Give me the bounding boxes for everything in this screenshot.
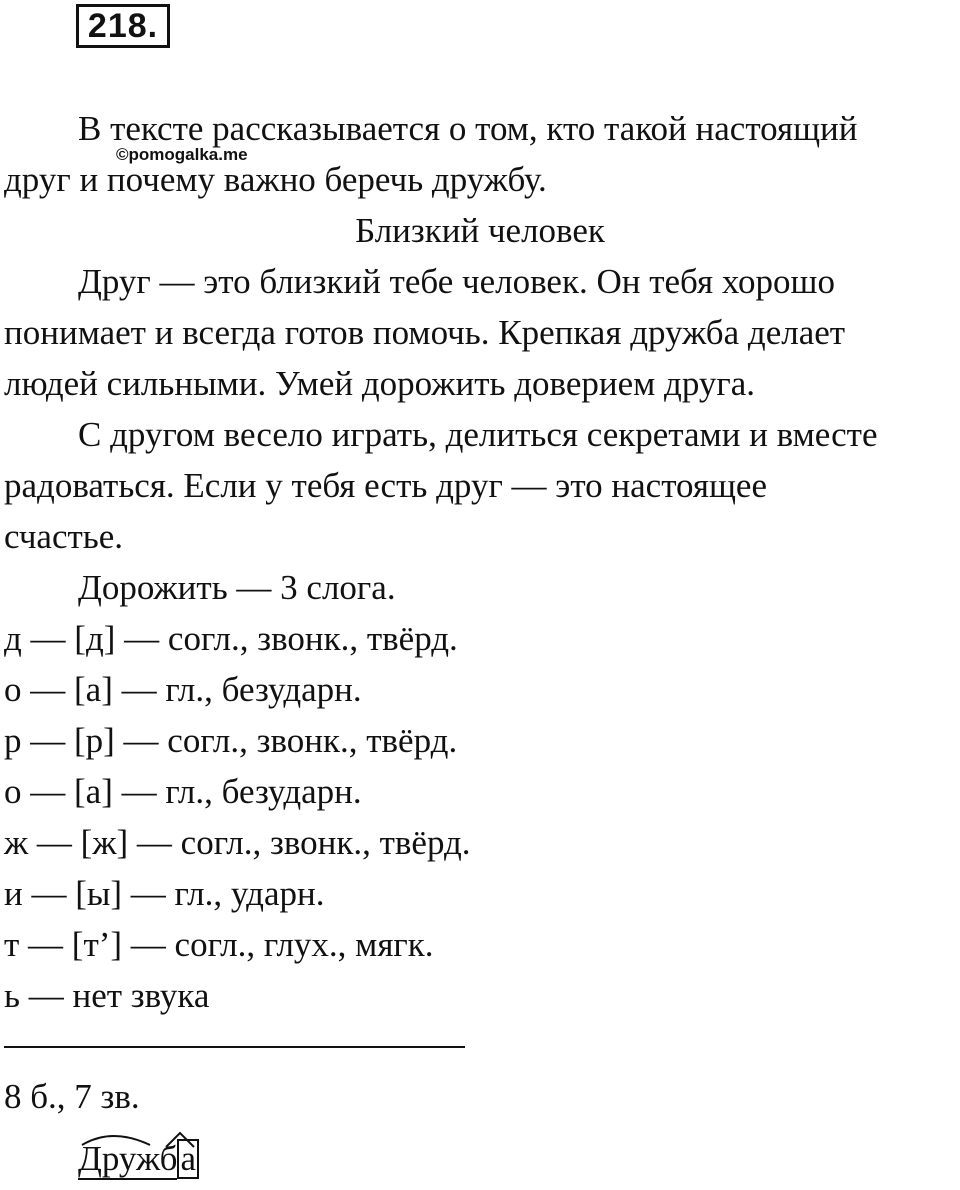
intro-line-2: друг и почему важно беречь дружбу. [4,160,547,199]
story-p1-line-2: понимает и всегда готов помочь. Крепкая дружба делает [4,313,846,352]
story-title: Близкий человек [355,211,605,250]
phonetic-row: т — [т’] — согл., глух., мягк. [4,925,434,964]
phonetic-row: р — [р] — согл., звонк., твёрд. [4,721,458,760]
word-stem: Дружб [78,1139,178,1178]
story-p2-line-3: счастье. [4,517,124,556]
phonetic-row: ж — [ж] — согл., звонк., твёрд. [4,823,471,862]
story-p1-line-3: людей сильными. Умей дорожить доверием друга. [4,364,756,403]
phonetic-heading: Дорожить — 3 слога. [78,568,396,607]
phonetic-summary: 8 б., 7 зв. [4,1077,140,1116]
morpheme-analysis [78,1137,199,1181]
phonetic-row: и — [ы] — гл., ударн. [4,874,325,913]
intro-line-1: В тексте рассказывается о том, кто такой настоящий [78,109,858,148]
task-number-box [76,4,170,48]
story-p2-line-2: радоваться. Если у тебя есть друг — это настоящее [4,466,767,505]
task-number: 218. [87,6,159,45]
phonetic-row: ь — нет звука [4,976,210,1015]
word-ending: а [177,1139,199,1179]
morpheme-marks-icon [78,1131,208,1151]
divider-line [4,1046,465,1048]
story-p2-line-1: С другом весело играть, делиться секретами и вместе [78,415,878,454]
watermark: ©pomogalka.me [116,145,248,164]
story-p1-line-1: Друг — это близкий тебе человек. Он тебя хорошо [78,262,835,301]
phonetic-row: о — [а] — гл., безударн. [4,670,362,709]
phonetic-row: о — [а] — гл., безударн. [4,772,362,811]
phonetic-row: д — [д] — согл., звонк., твёрд. [4,619,458,658]
